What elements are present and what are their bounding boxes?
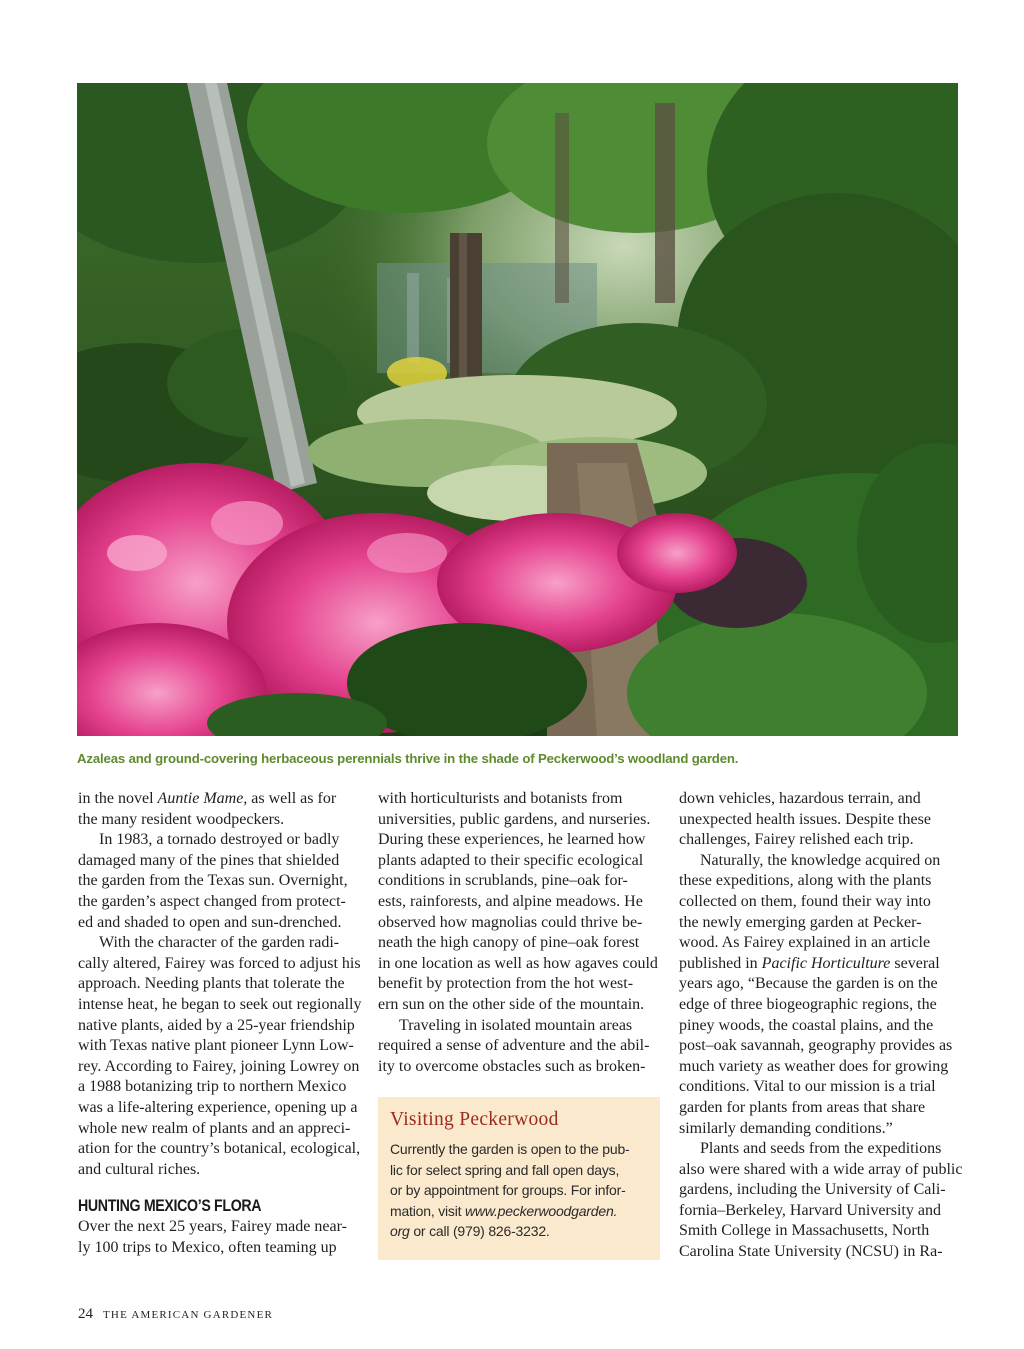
text-line: the newly emerging garden at Pecker- bbox=[679, 913, 922, 931]
text-line: observed how magnolias could thrive be- bbox=[378, 913, 643, 931]
page-footer bbox=[78, 1306, 273, 1323]
text-line: ed and shaded to open and sun-drenched. bbox=[78, 913, 342, 931]
magazine-name: THE AMERICAN GARDENER bbox=[103, 1309, 274, 1321]
sidebar-line: or by appointment for groups. For infor- bbox=[390, 1182, 626, 1198]
section-subhead: HUNTING MEXICO’S FLORA bbox=[78, 1197, 262, 1216]
text-line: ests, rainforests, and alpine meadows. He bbox=[378, 892, 643, 910]
text-line: years ago, “Because the garden is on the bbox=[679, 975, 938, 993]
text-line: ation for the country’s botanical, ecological, bbox=[78, 1140, 361, 1158]
page-number: 24 bbox=[78, 1306, 93, 1322]
column-1 bbox=[78, 789, 362, 1258]
website-link[interactable]: www.peckerwoodgarden. bbox=[465, 1202, 618, 1219]
text-line: a 1988 botanizing trip to northern Mexico bbox=[78, 1078, 347, 1096]
text-line: rey. According to Fairey, joining Lowrey on bbox=[78, 1057, 360, 1075]
text-line: unexpected health issues. Despite these bbox=[679, 810, 931, 828]
text-line: challenges, Fairey relished each trip. bbox=[679, 831, 914, 849]
text-line: in one location as well as how agaves could bbox=[378, 954, 658, 972]
website-link[interactable]: org bbox=[390, 1223, 410, 1239]
text-line: During these experiences, he learned how bbox=[378, 831, 646, 849]
text-line: similarly demanding conditions.” bbox=[679, 1119, 893, 1137]
text-line: With the character of the garden radi- bbox=[99, 934, 340, 952]
text-line: Plants and seeds from the expeditions bbox=[700, 1140, 942, 1158]
text-line: was a life-altering experience, opening up a bbox=[78, 1098, 358, 1116]
text-line: Smith College in Massachusetts, North bbox=[679, 1222, 930, 1240]
text-line: also were shared with a wide array of public bbox=[679, 1160, 963, 1178]
text-line: plants adapted to their specific ecological bbox=[378, 851, 644, 869]
text-line: conditions in scrublands, pine–oak for- bbox=[378, 872, 628, 890]
text-line: whole new realm of plants and an appreci- bbox=[78, 1119, 351, 1137]
sidebar-body bbox=[390, 1139, 648, 1242]
text-line: cally altered, Fairey was forced to adjust his bbox=[78, 954, 361, 972]
sidebar-line: lic for select spring and fall open days, bbox=[390, 1161, 620, 1178]
text-line: ly 100 trips to Mexico, often teaming up bbox=[78, 1238, 337, 1256]
garden-photo bbox=[77, 83, 958, 736]
sidebar-title: Visiting Peckerwood bbox=[390, 1109, 559, 1130]
text-line: benefit by protection from the hot west- bbox=[378, 975, 634, 993]
text-line: Traveling in isolated mountain areas bbox=[399, 1016, 633, 1034]
text-line: in the novel Auntie Mame, as well as for bbox=[78, 790, 337, 807]
text-line: neath the high canopy of pine–oak forest bbox=[378, 934, 640, 952]
text-line: garden for plants from areas that share bbox=[679, 1098, 926, 1116]
text-line: piney woods, the coastal plains, and the bbox=[679, 1016, 934, 1034]
text-line: native plants, aided by a 25-year friendship bbox=[78, 1016, 355, 1034]
text-line: edge of three biogeographic regions, the bbox=[679, 995, 937, 1013]
text-line: ern sun on the other side of the mountain. bbox=[378, 995, 645, 1013]
text-line: universities, public gardens, and nurseries. bbox=[378, 810, 651, 828]
text-line: much variety as weather does for growing bbox=[679, 1057, 949, 1075]
text-line: ity to overcome obstacles such as broken- bbox=[378, 1057, 646, 1075]
text-line: the many resident woodpeckers. bbox=[78, 810, 285, 828]
text-line: these expeditions, along with the plants bbox=[679, 872, 932, 890]
sidebar-line: Currently the garden is open to the pub- bbox=[390, 1141, 630, 1157]
text-line: with horticulturists and botanists from bbox=[378, 790, 623, 807]
text-line: approach. Needing plants that tolerate the bbox=[78, 975, 345, 993]
text-line: damaged many of the pines that shielded bbox=[78, 851, 340, 869]
text-line: published in Pacific Horticulture several bbox=[679, 954, 940, 972]
text-line: the garden’s aspect changed from protect- bbox=[78, 892, 346, 910]
text-line: conditions. Vital to our mission is a trial bbox=[679, 1078, 936, 1096]
text-line: gardens, including the University of Cali- bbox=[679, 1181, 946, 1199]
text-line: wood. As Fairey explained in an article bbox=[679, 934, 931, 952]
column-3 bbox=[679, 789, 963, 1263]
text-line: Naturally, the knowledge acquired on bbox=[700, 851, 941, 869]
sidebar-line: org or call (979) 826-3232. bbox=[390, 1223, 550, 1239]
text-line: Carolina State University (NCSU) in Ra- bbox=[679, 1243, 943, 1261]
text-line: intense heat, he began to seek out regionally bbox=[78, 995, 362, 1013]
sidebar-line: mation, visit www.peckerwoodgarden. bbox=[390, 1202, 618, 1219]
text-line: required a sense of adventure and the abil- bbox=[378, 1037, 650, 1055]
text-line: the garden from the Texas sun. Overnight, bbox=[78, 872, 348, 890]
visiting-sidebar bbox=[378, 1097, 660, 1260]
text-line: down vehicles, hazardous terrain, and bbox=[679, 790, 921, 807]
text-line: with Texas native plant pioneer Lynn Low- bbox=[78, 1037, 354, 1055]
text-line: collected on them, found their way into bbox=[679, 892, 931, 910]
text-line: In 1983, a tornado destroyed or badly bbox=[99, 831, 340, 849]
text-line: post–oak savannah, geography provides as bbox=[679, 1037, 953, 1055]
text-line: and cultural riches. bbox=[78, 1160, 201, 1178]
text-line: Over the next 25 years, Fairey made near- bbox=[78, 1218, 347, 1236]
text-line: fornia–Berkeley, Harvard University and bbox=[679, 1201, 941, 1219]
photo-caption: Azaleas and ground-covering herbaceous perennials thrive in the shade of Peckerwood’s woodland garden. bbox=[77, 751, 739, 766]
column-2 bbox=[378, 789, 656, 1077]
